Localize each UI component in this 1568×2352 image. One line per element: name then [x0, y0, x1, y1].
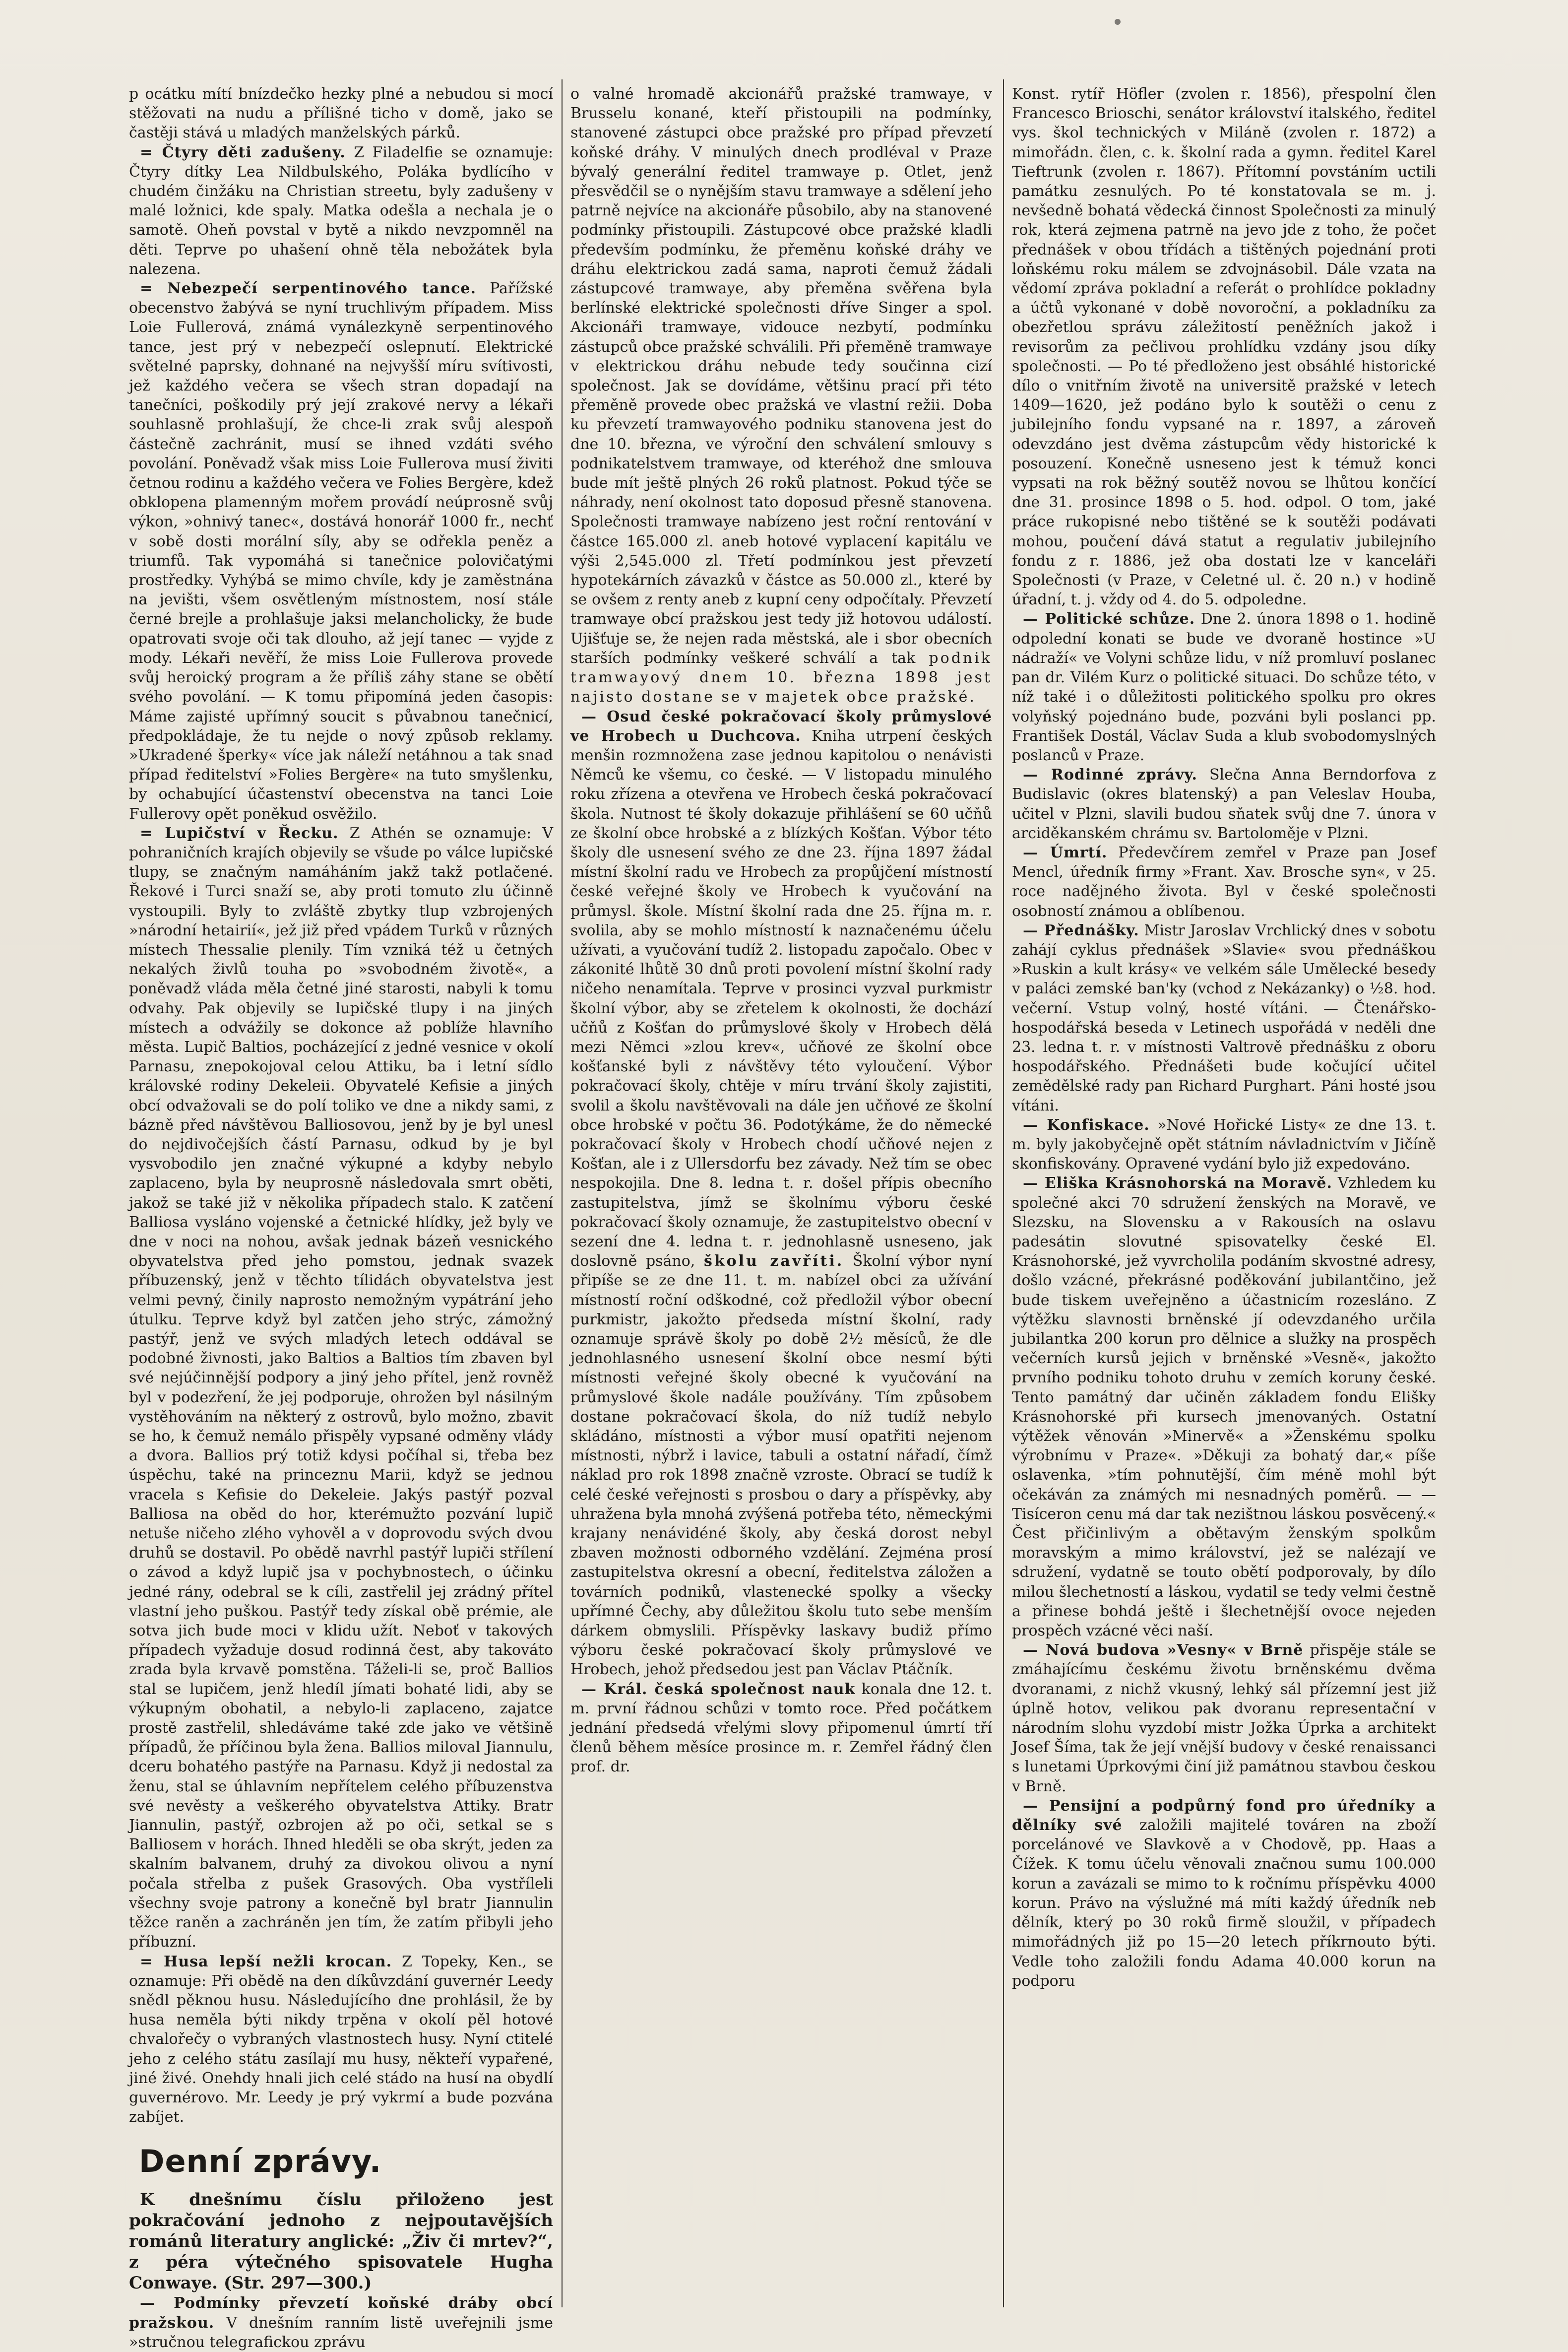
news-headline: — Eliška Krásnohorská na Moravě. [1023, 1175, 1332, 1192]
article-continuation: Konst. rytíř Höfler (zvolen r. 1856), přespolní člen Francesco Brioschi, senátor království italského, ředitel vys. škol technických v Miláně (zvolen r. 1872) a mimořádn. člen, c. k. školní rada a gymn. ředitel Karel Tieftrunk (zvolen r. 1867). Přítomní povstáním uctili památku zesnulých. Po té konstatovala se m. j. nevšedně bohatá vědecká činnost Společnosti za minulý rok, která zejmena patrně na jevo jde z toho, že počet přednášek v obou třídách a tištěných pojednání proti loňskému roku málem se zdvojnásobil. Dále vzata na vědomí zpráva pokladní a referát o prohlídce pokladny a účtů vykonané v době novoroční, a pokladníku za obezřetlou správu záležitostí peněžních jakož i revisorům za pečlivou prohlídku vzdány jsou díky společnosti. — Po té předloženo jest obsáhlé historické dílo o vnitřním životě na universitě pražské v letech 1409—1620, jež podáno bylo k soutěži o cenu z jubilejního fondu vypsané na r. 1897, a zároveň odevzdáno jest dvěma zástupcům vědy historické k posouzení. Konečně usneseno jest k témuž konci vypsati na rok běžný soutěž novou se lhůtou končící dne 31. prosince 1898 o 5. hod. odpol. O tom, jaké práce rukopisné nebo tištěné se k soutěži podávati mohou, poučení dává statut a regulativ jubilejního fondu z r. 1886, jež oba dostati lze v kanceláři Společnosti (v Praze, v Celetné ul. č. 20 n.) v hodině úřadní, t. j. vždy od 4. do 5. odpoledne. [1012, 85, 1436, 609]
news-headline: — Přednášky. [1023, 921, 1139, 939]
article-continuation: o valné hromadě akcionářů pražské tramwaye, v Brusselu konané, kteří přistoupili na podmínky, stanovené zástupci obce pražské pro případ převzetí koňské dráhy. V minulých dnech prodléval v Praze bývalý generální ředitel tramwaye p. Otlet, jenž přesvědčil se o nynějším stavu tramwaye a sdělení jeho patrně nejvíce na akcionáře působilo, aby na stanovené podmínky přistoupili. Zástupcové obce pražské kladli především podmínku, že přeměnu koňské dráhy ve dráhu elektrickou zadá sama, naproti čemuž žádali zástupcové tramwaye, aby přeměna svěřena byla berlínské elektrické společnosti dříve Singer a spol. Akcionáři tramwaye, vidouce nezbytí, podmínku zástupců obce pražské schválili. Při přeměně tramwaye v elektrickou dráhu nebude tedy součinna cizí společnost. Jak se dovídáme, většinu prací při této přeměně provede obec pražská ve vlastní režii. Doba ku převzetí tramwayového podniku stanovena jest do dne 10. března, ve výroční den schválení smlouvy s podnikatelstvem tramwaye, od kteréhož dne smlouva bude mít ještě plných 26 roků platnost. Pokud týče se náhrady, není okolnost tato doposud přesně stanovena. Společnosti tramwaye nabízeno jest roční rentování v částce 165.000 zl. aneb hotové vyplacení kapitálu ve výši 2,545.000 zl. Třetí podmínkou jest převzetí hypotekárních závazků v částce as 50.000 zl., které by se ovšem z renty aneb z kupní ceny odpočítaly. Převzetí tramwaye obcí pražskou jest tedy již hotovou událostí. Ujišťuje se, že nejen rada městská, ale i sbor obecních starších podmínky veškeré schválí a tak podnik tramwayový dnem 10. března 1898 jest najisto dostane se v majetek obce pražské. [570, 85, 992, 706]
news-item: = Lupičství v Řecku. Z Athén se oznamuje: V pohraničních krajích objevily se všude po válce lupičské tlupy, se značným namáháním jakž takž potlačené. Řekové i Turci snaží se, aby proti tomuto zlu účinně vystoupili. Byly to zvláště zbytky tlup vzbrojených »národní hetairií«, jež již před vpádem Turků v různých místech Thessalie plenily. Tím vzniká též u četných nekalých živlů touha po »svobodném životě«, a poněvadž vláda měla četné jiné starosti, nabyli k tomu odvahy. Pak objevily se lupičské tlupy i na jiných místech a odvážily se dokonce až poblíže hlavního města. Lupič Baltios, pocházející z jedné vesnice v okolí Parnasu, znepokojoval celou Attiku, ba i letní sídlo královské rodiny Dekeleii. Obyvatelé Kefisie a jiných obcí odvažovali se do polí toliko ve dne a nikdy sami, z bázně před návštěvou Balliosovou, jenž by je byl unesl do nejdivočejších částí Parnasu, odkud by je byl vysvobodilo jen značné výkupné a kdyby nebylo zaplaceno, byla by neuprosně následovala smrt oběti, jakož se také již v několika případech stalo. K zatčení Balliosa vysláno vojenské a četnické hlídky, jež byly ve dne v noci na nohou, avšak jednak bázeň vesnického obyvatelstva před jeho pomstou, jednak svazek příbuzenský, jenž v těchto tílidách obyvatelstva jest velmi pevný, činily naprosto nemožným vypátrání jeho útulku. Teprve když byl zatčen jeho strýc, zámožný pastýř, jenž ve svých mladých letech oddával se podobné živnosti, jako Baltios a Baltios tím zbaven byl své nejúčinnější podpory a jiný jeho přítel, jenž rovněž byl v podezření, že jej podporuje, ohrožen byl násilným vystěhováním na některý z ostrovů, bylo možno, zbavit se ho, k čemuž nemálo přispěly vypsané odměny vlády a dvora. Ballios prý totiž kdysi počíhal si, třeba bez úspěchu, také na princeznu Marii, když se jednou vracela s Kefisie do Dekeleie. Jakýs pastýř pozval Balliosa na oběd do hor, kterémužto pozvání lupič netuše ničeho zlého vyhověl a v doprovodu svých dvou druhů se dostavil. Po obědě navrhl pastýř lupiči střílení o závod a když lupič jsa v pochybnostech, o účinku jedné rány, odebral se k cíli, zastřelil jej zrádný přítel vlastní jeho puškou. Pastýř tedy získal obě prémie, ale sotva jich bude moci v klidu užít. Neboť v takových případech vyžaduje dosud rodinná čest, aby takováto zrada byla krvavě pomstěna. Táželi-li se, proč Ballios stal se lupičem, jenž hledíl jímati bohaté lidi, aby se výkupným obohatil, a nebylo-li zaplaceno, zajatce prostě zastřelil, shledáváme také zde jako ve většině případů, že příčinou byla žena. Ballios miloval Jiannulu, dceru bohatého pastýře na Parnasu. Když ji nedostal za ženu, stal se úhlavním nepřítelem celého příbuzenstva své nevěsty a veškerého obyvatelstva Attiky. Bratr Jiannulin, pastýř, ozbrojen až po oči, setkal se s Balliosem v horách. Ihned hleděli se oba skrýt, jeden za skalním balvanem, druhý za divokou olivou a nyní počala střelba z pušek Grasových. Oba vystříleli všechny svoje patrony a konečně byl bratr Jiannulin těžce raněn a zachráněn jen tím, že zatím přibyli jeho příbuzní. [129, 824, 553, 1951]
page-mark [1115, 19, 1121, 25]
news-item: — Rodinné zprávy. Slečna Anna Berndorfova z Budislavic (okres blatenský) a pan Veleslav Houba, učitel v Plzni, slavili budou sňatek svůj dne 7. února v arciděkanském chrámu sv. Bartoloměje v Plzni. [1012, 766, 1436, 842]
news-headline: = Čtyry děti zadušeny. [140, 143, 346, 161]
news-item: — Král. česká společnost nauk konala dne 12. t. m. první řádnou schůzi v tomto roce. Před počátkem jednání předsedá vřelými slovy připomenul úmrtí tří členů během měsíce prosince m. r. Zemřel řádný člen prof. dr. [570, 1680, 992, 1776]
column-3 [1012, 84, 1436, 2307]
news-item: — Podmínky převzetí koňské dráby obcí pražskou. V dnešním ranním listě uveřejnili jsme »stručnou telegrafickou zprávu [129, 2294, 553, 2351]
news-item: = Čtyry děti zadušeny. Z Filadelfie se oznamuje: Čtyry dítky Lea Nildbulského, Poláka bydlícího v chudém činžáku na Christian streetu, byly zadušeny v malé ložnici, kde spaly. Matka odešla a nechala je o samotě. Oheň povstal v bytě a nikdo nevzpomněl na děti. Teprve po uhašení ohně těla nebožátek byla nalezena. [129, 143, 553, 278]
news-headline: — Rodinné zprávy. [1023, 766, 1197, 784]
column-2 [570, 84, 992, 2307]
news-headline: — Pensijní a podpůrný fond pro úředníky a dělníky své [1012, 1797, 1436, 1834]
news-item: — Konfiskace. »Nové Hořické Listy« ze dne 13. t. m. byly jakobyčejně opět státním návladnictvím v Jičíně skonfiskovány. Opravené vydání bylo již expedováno. [1012, 1116, 1436, 1173]
news-item: — Pensijní a podpůrný fond pro úředníky a dělníky své založili majitelé továren na zboží porcelánové ve Slavkově a v Chodově, pp. Haas a Čížek. K tomu účelu věnovali značnou sumu 100.000 korun a zavázali se mimo to k ročnímu příspěvku 4000 korun. Právo na výslužné má míti každý úředník neb dělník, který po 30 roků firmě sloužil, v případech mimořádných již po 15—20 letech příkrnouto býti. Vedle toho založili fondu Adama 40.000 korun na podporu [1012, 1797, 1436, 1990]
news-headline: — Osud české pokračovací školy průmyslové ve Hrobech u Duchcova. [570, 708, 992, 745]
news-item: — Politické schůze. Dne 2. února 1898 o 1. hodině odpolední konati se bude ve dvoraně hostince »U nádraží« ve Volyni schůze lidu, v níž promluví poslanec pan dr. Vilém Kurz o politické situaci. Do schůze této, v níž také i o důležitosti politického spolku pro okres volyňský pojednáno bude, pozváni byli poslanci pp. František Dostál, Václav Suda a klub svobodomyslných poslanců v Praze. [1012, 610, 1436, 764]
news-item: — Úmrtí. Předevčírem zemřel v Praze pan Josef Mencl, úředník firmy »Frant. Xav. Brosche syn«, v 25. roce nadějného života. Byl v české společnosti osobností známou a oblíbenou. [1012, 844, 1436, 920]
news-headline: — Úmrtí. [1023, 844, 1108, 861]
column-rule [562, 79, 563, 2307]
news-headline: — Podmínky převzetí koňské dráby obcí pražskou. [129, 2294, 553, 2332]
section-title: Denní zprávy. [139, 2143, 382, 2180]
news-item: = Nebezpečí serpentinového tance. Pařížské obecenstvo žabývá se nyní truchlivým případem. Miss Loie Fullerová, známá vynálezkyně serpentinového tance, jest prý v nebezpečí oslepnutí. Elektrické světelné paprsky, dohnané na nejvyšší míru svítivosti, jež každého večera se všech stran dopadají na tanečníci, poškodily prý její zrakové nervy a lékaři souhlasně prohlašují, že chce-li zrak svůj alespoň částečně zachránit, musí se ihned vzdáti svého povolání. Poněvadž však miss Loie Fullerova musí živiti četnou rodinu a každého večera ve Folies Bergère, kdež obklopena plamenným mořem provádí neúprosně svůj výkon, »ohnivý tanec«, dostává honorář 1000 fr., nechť v sobě dosti morální síly, aby se odřekla peněz a triumfů. Tak vypomáhá si tanečnice polovičatými prostředky. Vyhýbá se mimo chvíle, kdy je zaměstnána na jevišti, všem osvětleným místnostem, nosí stále černé brejle a prohlašuje jaksi melancholicky, že bude opatrovati svoje oči tak dlouho, až její tanec — vyjde z mody. Lékaři nevěří, že miss Loie Fullerova provede svůj heroický program a že příliš záhy stane se obětí svého povolání. — K tomu připomíná jeden časopis: Máme zajisté upřímný soucit s půvabnou tanečnicí, předpokládaje, že tu nejde o nový způsob reklamy. »Ukradené šperky« více jak náleží netáhnou a tak snad případ ředitelství »Folies Bergère« na tuto smyšlenku, by ochabující účastenství obecenstva na tanci Loie Fullerovy opět poněkud osvěžilo. [129, 280, 553, 823]
news-headline: — Politické schůze. [1023, 610, 1195, 628]
column-1 [129, 84, 553, 2351]
news-headline: = Nebezpečí serpentinového tance. [140, 280, 476, 298]
news-headline: = Lupičství v Řecku. [140, 824, 339, 842]
news-headline: — Konfiskace. [1023, 1116, 1150, 1134]
news-headline: — Nová budova »Vesny« v Brně [1023, 1641, 1304, 1659]
news-item: — Eliška Krásnohorská na Moravě. Vzhledem ku společné akci 70 sdružení ženských na Moravě, ve Slezsku, na Slovensku a v Rakousích na oslavu padesátin slovutné spisovatelky české El. Krásnohorské, jež vyvrcholila podáním skvostné adresy, došlo vzácné, překrásné poděkování jubilantčino, jež bude tiskem uveřejněno a účastnicím rozesláno. Z výtěžku slavnosti brněnské jí odevzdaného určila jubilantka 200 korun pro dělnice a služky na prospěch večerních kursů jejich v brněnské »Vesně«, jakožto prvního podniku tohoto druhu v zemích koruny české. Tento památný dar učiněn základem fondu Elišky Krásnohorské při kursech jmenovaných. Ostatní výtěžek věnován »Minervě« a »Ženskému spolku výrobnímu v Praze«. »Děkuji za bohatý dar,« píše oslavenka, »tím pohnutější, čím méně mohl být očekáván za známých mi nesnadných poměrů. — — Tisíceron cenu má dar tak nezištnou láskou posvěcený.« Čest přičinlivým a obětavým ženským spolkům moravským a mimo království, jež se nalézají ve sdružení, vydatně se touto obětí podporovaly, by dílo milou šlechetností a láskou, vydatil se tedy velmi čestně a přinese bohdá ještě i šlechetnější ovoce nejeden prospěch vzácné věci naší. [1012, 1175, 1436, 1640]
news-item: = Husa lepší nežli krocan. Z Topeky, Ken., se oznamuje: Při obědě na den díkůvzdání guvernér Leedy snědl pěknou husu. Následujícího dne prohlásil, že by husa neměla býti nikdy trpěna v okolí pěl hotové chvalořečy o vybraných vlastnostech husy. Nyní ctitelé jeho z celého státu zasílají mu husy, někteří vypařené, jiné živé. Onehdy hnali jich celé stádo na husí na obydlí guvernérovo. Mr. Leedy je prý vykrmí a bude pozvána zabíjet. [129, 1953, 553, 2126]
article-continuation: p ocátku mítí bnízdečko hezky plné a nebudou si mocí stěžovati na nudu a přílišné ticho v domě, jako se častěji stává u mladých manželských párků. [129, 85, 553, 142]
column-rule [1003, 79, 1004, 2307]
news-item: — Přednášky. Mistr Jaroslav Vrchlický dnes v sobotu zahájí cyklus přednášek »Slavie« svou přednáškou »Ruskin a kult krásy« ve velkém sále Umělecké besedy v paláci zemské ban'ky (vchod z Nekázanky) o ½8. hod. večerní. Vstup volný, hosté vítáni. — Čtenářsko-hospodářská beseda v Letinech uspořádá v neděli dne 23. ledna t. r. v místnosti Valtrově přednášku z oboru hospodářského. Přednášeti bude kočující učitel zemědělské rady pan Richard Purghart. Páni hosté jsou vítáni. [1012, 921, 1436, 1114]
supplement-notice: K dnešnímu číslu přiloženo jest pokračování jednoho z nejpoutavějších románů literatury anglické: „Živ či mrtev?“, z péra výtečného spisovatele Hugha Conwaye. (Str. 297—300.) [129, 2190, 553, 2293]
news-headline: — Král. česká společnost nauk [581, 1680, 856, 1698]
news-item: — Nová budova »Vesny« v Brně přispěje stále se zmáhajícímu českému životu brněnskému dvěma dvoranami, z nichž vkusný, lehký sál přízemní jest již úplně hotov, velikou pak dvoranu representační v národním slohu vyzdobí mistr Jožka Úprka a architekt Josef Šíma, tak že její vnější budovy v české renaissanci s lunetami Úprkovými činí již památnou stavbou českou v Brně. [1012, 1641, 1436, 1795]
news-headline: = Husa lepší nežli krocan. [140, 1953, 392, 1970]
news-item: — Osud české pokračovací školy průmyslové ve Hrobech u Duchcova. Kniha utrpení českých menšin rozmnožena zase jednou kapitolou o nenávisti Němců ke všemu, co české. — V listopadu minulého roku zřízena a otevřena ve Hrobech česká pokračovací škola. Nutnost té školy dokazuje přihlášení se 60 učňů ze školní obce hrobské a z blízkých Košťan. Výbor této školy dle usnesení svého ze dne 23. října 1897 žádal místní školní radu ve Hrobech za propůjčení místností české veřejné školy ve Hrobech k vyučování na průmysl. škole. Místní školní rada dne 25. října m. r. svolila, aby se mohlo místností k naznačenému účelu užívati, a vyučování tudíž 2. listopadu započalo. Obec v zákonité lhůtě 30 dnů proti povolení místní školní rady ničeho nenamítala. Teprve v prosinci vyzval purkmistr školní výbor, aby se zřetelem k okolnosti, že dochází učňů z Košťan do průmyslové školy v Hrobech dělá mezi Němci »zlou krev«, učňové ze školní obce košťanské byli z návštěvy této vyloučení. Výbor pokračovací školy, chtěje v míru trvání školy zajistiti, svolil a školu navštěvovali na dále jen učňové ze školní obce hrobské v počtu 36. Podotýkáme, že do německé pokračovací školy v Hrobech chodí učňové nejen z Košťan, ale i z Ullersdorfu bez závady. Než tím se obec nespokojila. Dne 8. ledna t. r. došel přípis obecního zastupitelstva, jímž se školnímu výboru české pokračovací školy oznamuje, že zastupitelstvo obecní v sezení dne 4. ledna t. r. jednohlasně usneseno, jak doslovně psáno, školu zavříti. Školní výbor nyní připíše se ze dne 11. t. m. nabízel obci za užívání místností roční odškodné, což předložil výbor obecní purkmistr, jakožto předseda místní školní, rady oznamuje správě školy po době 2½ měsíců, že dle jednohlasného usnesení školní obce nesmí býti místnosti veřejné školy obecné k vyučování na průmyslové škole nadále používány. Tím způsobem dostane pokračovací škola, do níž tudíž nebylo skládáno, místnosti a výbor musí opatřiti nejenom místnosti, nýbrž i lavice, tabuli a ostatní nářadí, čímž náklad pro rok 1898 značně vzroste. Obrací se tudíž k celé české veřejnosti s prosbou o dary a příspěvky, aby uhražena byla mnohá zvýšená potřeba této, německými krajany nenávidéné školy, aby česká dorost nebyl zbaven možnosti odborného vzdělání. Zejména prosí zastupitelstva okresní a obecní, ředitelstva záložen a továrních podniků, vlastenecké spolky a všecky upřímné Čechy, aby důležitou školu tuto sebe menším dárkem obmyslili. Příspěvky laskavy budiž přímo výboru české pokračovací školy průmyslové ve Hrobech, jehož předsedou jest pan Václav Ptáčník. [570, 708, 992, 1679]
